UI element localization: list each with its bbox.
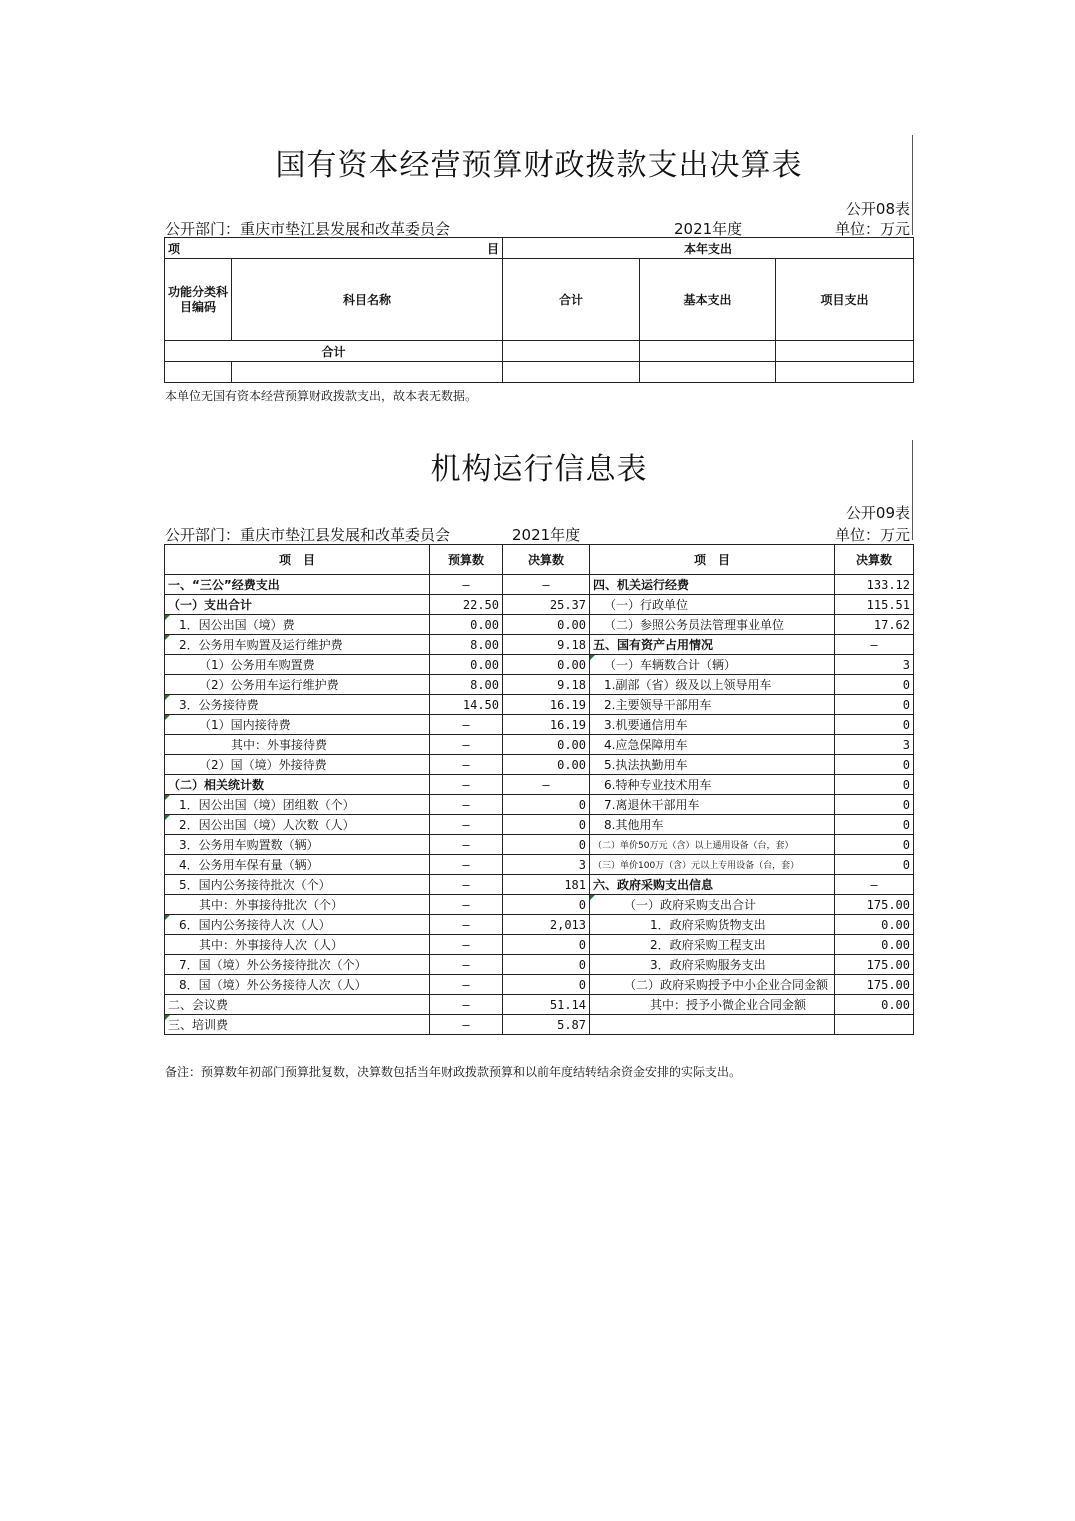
right-item-label: 1.副部（省）级及以上领导用车	[590, 675, 835, 695]
col-project: 项目支出	[776, 259, 914, 341]
left-final-value: 0	[503, 815, 590, 835]
table-row	[165, 895, 914, 915]
right-final-value: 115.51	[835, 595, 914, 615]
left-item-label: （1）公务用车购置费	[165, 655, 430, 675]
right-item-label: 3.机要通信用车	[590, 715, 835, 735]
left-item-label: 5．国内公务接待批次（个）	[165, 875, 430, 895]
left-item-label: （2）国（境）外接待费	[165, 755, 430, 775]
left-item-label: 三、培训费	[165, 1015, 430, 1035]
header-xiang: 项	[168, 241, 181, 256]
table09-title: 机构运行信息表	[430, 452, 648, 487]
left-budget-value: —	[430, 775, 503, 795]
left-budget-value: —	[430, 995, 503, 1015]
left-item-label: 其中：外事接待费	[165, 735, 430, 755]
right-item-label: 4.应急保障用车	[590, 735, 835, 755]
right-item-label: 四、机关运行经费	[590, 575, 835, 595]
table08-code: 公开08表	[845, 200, 910, 218]
right-final-value: 0	[835, 695, 914, 715]
cell	[503, 341, 640, 362]
right-final-value: 0	[835, 835, 914, 855]
table-row	[165, 695, 914, 715]
cell	[503, 362, 640, 383]
table09-note: 备注：预算数年初部门预算批复数，决算数包括当年财政拨款预算和以前年度结转结余资金安排的实际支出。	[165, 1065, 742, 1079]
right-final-value: 0	[835, 855, 914, 875]
header-final: 决算数	[503, 545, 590, 575]
left-final-value: 51.14	[503, 995, 590, 1015]
left-budget-value: —	[430, 715, 503, 735]
left-final-value: 0	[503, 895, 590, 915]
left-final-value: —	[503, 775, 590, 795]
left-final-value: —	[503, 575, 590, 595]
left-final-value: 2,013	[503, 915, 590, 935]
left-item-label: 8．国（境）外公务接待人次（人）	[165, 975, 430, 995]
right-final-value: 0	[835, 815, 914, 835]
left-item-label: 7．国（境）外公务接待批次（个）	[165, 955, 430, 975]
right-item-label: 五、国有资产占用情况	[590, 635, 835, 655]
table09-department: 公开部门：重庆市垫江县发展和改革委员会	[165, 526, 451, 544]
left-final-value: 0	[503, 835, 590, 855]
left-final-value: 0.00	[503, 655, 590, 675]
left-item-label: （2）公务用车运行维护费	[165, 675, 430, 695]
right-item-label: （三）单价100万（含）元以上专用设备（台，套）	[590, 855, 835, 875]
table-row	[165, 955, 914, 975]
right-final-value: 0.00	[835, 935, 914, 955]
right-item-label: （二）参照公务员法管理事业单位	[590, 615, 835, 635]
left-item-label: 3．公务接待费	[165, 695, 430, 715]
header-mu: 目	[486, 241, 499, 256]
table-row	[165, 835, 914, 855]
table-row	[165, 1015, 914, 1035]
left-final-value: 0.00	[503, 615, 590, 635]
table-row	[165, 715, 914, 735]
table08-year: 2021年度	[674, 220, 743, 238]
header-item2: 项 目	[590, 545, 835, 575]
left-item-label: 2．公务用车购置及运行维护费	[165, 635, 430, 655]
left-final-value: 0.00	[503, 735, 590, 755]
left-budget-value: —	[430, 815, 503, 835]
right-final-value: 3	[835, 735, 914, 755]
col-basic: 基本支出	[640, 259, 776, 341]
table-row	[165, 875, 914, 895]
table09-unit: 单位：万元	[834, 526, 910, 544]
right-final-value: 17.62	[835, 615, 914, 635]
left-final-value: 9.18	[503, 675, 590, 695]
left-item-label: 4．公务用车保有量（辆）	[165, 855, 430, 875]
left-budget-value: —	[430, 755, 503, 775]
row-total-label: 合计	[165, 341, 503, 362]
right-final-value: 0	[835, 755, 914, 775]
left-item-label: 其中：外事接待批次（个）	[165, 895, 430, 915]
cell	[776, 341, 914, 362]
right-item-label: 7.离退休干部用车	[590, 795, 835, 815]
table-row	[165, 775, 914, 795]
cell	[165, 362, 232, 383]
left-item-label: 一、“三公”经费支出	[165, 575, 430, 595]
left-budget-value: —	[430, 735, 503, 755]
right-item-label: （二）单价50万元（含）以上通用设备（台，套）	[590, 835, 835, 855]
right-final-value: 175.00	[835, 955, 914, 975]
left-final-value: 0	[503, 795, 590, 815]
table-row	[165, 995, 914, 1015]
left-item-label: 其中：外事接待人次（人）	[165, 935, 430, 955]
left-budget-value: —	[430, 915, 503, 935]
col-total: 合计	[503, 259, 640, 341]
left-final-value: 3	[503, 855, 590, 875]
table08-department: 公开部门：重庆市垫江县发展和改革委员会	[165, 220, 451, 238]
left-budget-value: 8.00	[430, 635, 503, 655]
right-item-label: 2.主要领导干部用车	[590, 695, 835, 715]
left-budget-value: —	[430, 575, 503, 595]
right-final-value: 0.00	[835, 995, 914, 1015]
left-final-value: 0	[503, 955, 590, 975]
left-budget-value: —	[430, 1015, 503, 1035]
right-final-value: 133.12	[835, 575, 914, 595]
right-final-value: —	[835, 875, 914, 895]
left-final-value: 0	[503, 935, 590, 955]
col-code: 功能分类科目编码	[165, 259, 232, 341]
right-final-value: —	[835, 635, 914, 655]
table-row	[165, 915, 914, 935]
table-row	[165, 755, 914, 775]
table08-header-current: 本年支出	[503, 238, 914, 259]
left-final-value: 25.37	[503, 595, 590, 615]
left-item-label: 3．公务用车购置数（辆）	[165, 835, 430, 855]
table-row	[165, 595, 914, 615]
right-final-value: 0.00	[835, 915, 914, 935]
right-item-label	[590, 1015, 835, 1035]
left-budget-value: —	[430, 975, 503, 995]
cell	[640, 341, 776, 362]
table09-code: 公开09表	[845, 504, 910, 522]
left-final-value: 9.18	[503, 635, 590, 655]
left-final-value: 16.19	[503, 695, 590, 715]
table08-header-item	[165, 238, 503, 259]
right-item-label: 六、政府采购支出信息	[590, 875, 835, 895]
table09-year: 2021年度	[512, 526, 581, 544]
cell	[232, 362, 503, 383]
right-final-value	[835, 1015, 914, 1035]
table-row	[165, 935, 914, 955]
right-item-label: 8.其他用车	[590, 815, 835, 835]
right-item-label: 其中：授予小微企业合同金额	[590, 995, 835, 1015]
left-budget-value: 14.50	[430, 695, 503, 715]
left-item-label: （一）支出合计	[165, 595, 430, 615]
header-budget: 预算数	[430, 545, 503, 575]
table-row	[165, 675, 914, 695]
left-item-label: （二）相关统计数	[165, 775, 430, 795]
left-budget-value: —	[430, 875, 503, 895]
cell	[776, 362, 914, 383]
header-final2: 决算数	[835, 545, 914, 575]
left-final-value: 16.19	[503, 715, 590, 735]
cell	[640, 362, 776, 383]
table-row	[165, 975, 914, 995]
left-budget-value: —	[430, 795, 503, 815]
left-budget-value: —	[430, 855, 503, 875]
right-item-label: 2．政府采购工程支出	[590, 935, 835, 955]
table-row	[165, 815, 914, 835]
right-final-value: 3	[835, 655, 914, 675]
table-row	[165, 735, 914, 755]
table08-unit: 单位：万元	[834, 220, 910, 238]
left-item-label: 1．因公出国（境）费	[165, 615, 430, 635]
right-final-value: 0	[835, 715, 914, 735]
left-budget-value: —	[430, 935, 503, 955]
table-row	[165, 855, 914, 875]
right-item-label: （一）行政单位	[590, 595, 835, 615]
left-budget-value: 8.00	[430, 675, 503, 695]
left-budget-value: 0.00	[430, 615, 503, 635]
left-final-value: 0	[503, 975, 590, 995]
table09	[164, 544, 914, 1035]
left-item-label: 二、会议费	[165, 995, 430, 1015]
table-row	[165, 655, 914, 675]
right-item-label: （二）政府采购授予中小企业合同金额	[590, 975, 835, 995]
right-final-value: 175.00	[835, 975, 914, 995]
left-budget-value: —	[430, 955, 503, 975]
right-final-value: 175.00	[835, 895, 914, 915]
left-budget-value: 22.50	[430, 595, 503, 615]
table-row	[165, 575, 914, 595]
right-item-label: 6.特种专业技术用车	[590, 775, 835, 795]
left-final-value: 0.00	[503, 755, 590, 775]
left-final-value: 5.87	[503, 1015, 590, 1035]
right-final-value: 0	[835, 775, 914, 795]
right-item-label: 5.执法执勤用车	[590, 755, 835, 775]
left-budget-value: —	[430, 835, 503, 855]
table08-title: 国有资本经营预算财政拨款支出决算表	[275, 148, 803, 183]
right-final-value: 0	[835, 795, 914, 815]
right-item-label: 1．政府采购货物支出	[590, 915, 835, 935]
table08-note: 本单位无国有资本经营预算财政拨款支出，故本表无数据。	[165, 389, 478, 403]
table08	[164, 237, 914, 383]
right-item-label: 3．政府采购服务支出	[590, 955, 835, 975]
left-budget-value: 0.00	[430, 655, 503, 675]
left-final-value: 181	[503, 875, 590, 895]
table09-body	[165, 575, 914, 1035]
table-row	[165, 795, 914, 815]
left-item-label: 6．国内公务接待人次（人）	[165, 915, 430, 935]
table-row	[165, 615, 914, 635]
right-final-value: 0	[835, 675, 914, 695]
header-item: 项 目	[165, 545, 430, 575]
left-item-label: （1）国内接待费	[165, 715, 430, 735]
table-row	[165, 635, 914, 655]
col-name: 科目名称	[232, 259, 503, 341]
right-item-label: （一）车辆数合计（辆）	[590, 655, 835, 675]
right-item-label: （一）政府采购支出合计	[590, 895, 835, 915]
left-budget-value: —	[430, 895, 503, 915]
left-item-label: 2．因公出国（境）人次数（人）	[165, 815, 430, 835]
left-item-label: 1．因公出国（境）团组数（个）	[165, 795, 430, 815]
